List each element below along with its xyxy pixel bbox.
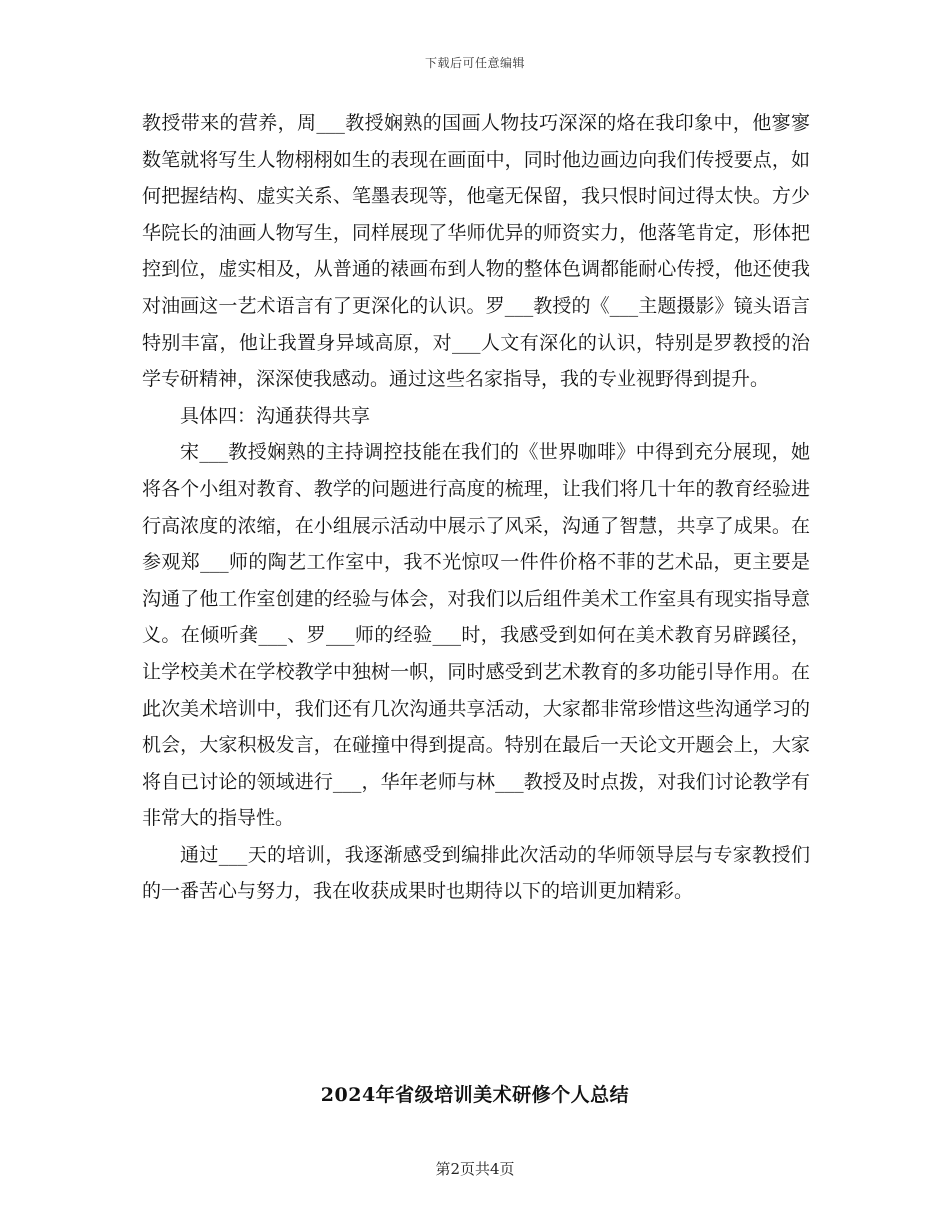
- page-header: 下载后可任意编辑: [424, 56, 525, 70]
- body-paragraph-3: 通过___天的培训，我逐渐感受到编排此次活动的华师领导层与专家教授们的一番苦心与努力，我在收获成果时也期待以下的培训更加精彩。: [142, 843, 810, 903]
- page-number-footer: 第2页共4页: [435, 1160, 515, 1178]
- section-heading-four: 具体四：沟通获得共享: [180, 404, 371, 427]
- body-paragraph-1: 教授带来的营养，周___教授娴熟的国画人物技巧深深的烙在我印象中，他寥寥数笔就将写生人物栩栩如生的表现在画面中，同时他边画边向我们传授要点，如何把握结构、虚实关系、笔墨表现等，他毫无保留，我只恨时间过得太快。方少华院长的油画人物写生，同样展现了华师优异的师资实力，他落笔肯定，形体把控到位，虚实相及，从普通的裱画布到人物的整体色调都能耐心传授，他还使我对油画这一艺术语言有了更深化的认识。罗___教授的《___主题摄影》镜头语言特别丰富，他让我置身异域高原，对___人文有深化的认识，特别是罗教授的治学专研精神，深深使我感动。通过这些名家指导，我的专业视野得到提升。: [142, 112, 810, 391]
- body-paragraph-2: 宋___教授娴熟的主持调控技能在我们的《世界咖啡》中得到充分展现，她将各个小组对教育、教学的问题进行高度的梳理，让我们将几十年的教育经验进行高浓度的浓缩，在小组展示活动中展示了风采，沟通了智慧，共享了成果。在参观郑___师的陶艺工作室中，我不光惊叹一件件价格不菲的艺术品，更主要是沟通了他工作室创建的经验与体会，对我们以后组件美术工作室具有现实指导意义。在倾听龚___、罗___师的经验___时，我感受到如何在美术教育另辟蹊径，让学校美术在学校教学中独树一帜，同时感受到艺术教育的多功能引导作用。在此次美术培训中，我们还有几次沟通共享活动，大家都非常珍惜这些沟通学习的机会，大家积极发言，在碰撞中得到提高。特别在最后一天论文开题会上，大家将自已讨论的领域进行___，华年老师与林___教授及时点拨，对我们讨论教学有非常大的指导性。: [142, 441, 810, 830]
- document-body: [142, 105, 810, 910]
- document-title: 2024年省级培训美术研修个人总结: [320, 1084, 630, 1106]
